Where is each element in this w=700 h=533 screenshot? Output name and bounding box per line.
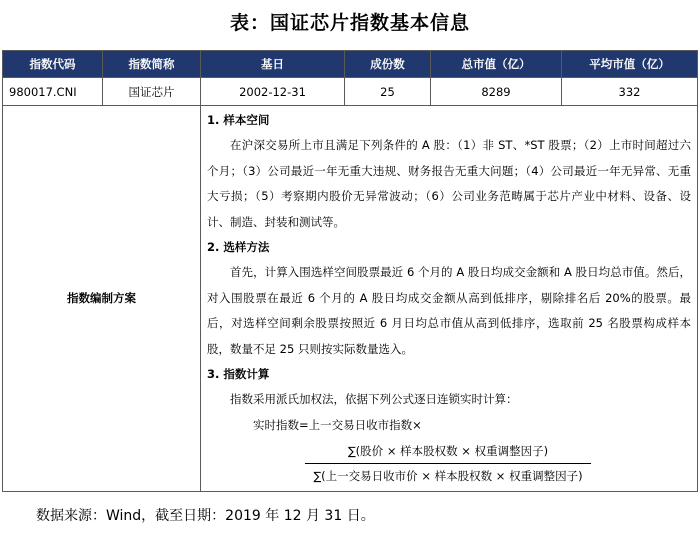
cell-index-code: 980017.CNI xyxy=(3,78,103,106)
section-text-calculation: 指数采用派氏加权法，依据下列公式逐日连锁实时计算： xyxy=(230,392,518,406)
section-title-calculation: 3. 指数计算 xyxy=(207,367,270,381)
data-source-note: 数据来源：Wind，截至日期：2019 年 12 月 31 日。 xyxy=(36,508,375,524)
section-title-selection: 2. 选样方法 xyxy=(207,240,270,254)
page-title: 表：国证芯片指数基本信息 xyxy=(229,12,470,34)
table-header-row xyxy=(3,51,698,78)
header-total-mktcap: 总市值（亿） xyxy=(431,51,562,78)
section-text-sample-space: 在沪深交易所上市且满足下列条件的 A 股：（1）非 ST、*ST 股票；（2）上市时间超过六个月；（3）公司最近一年无重大违规、财务报告无重大问题；（4）公司最近一年无异常、无重大亏损；（5）考察期内股价无异常波动；（6）公司业务范畴属于芯片产业中材料、设备、设计、制造、封装和测试等。 xyxy=(207,138,691,229)
scheme-row xyxy=(3,106,698,492)
header-avg-mktcap: 平均市值（亿） xyxy=(562,51,698,78)
cell-base-date: 2002-12-31 xyxy=(201,78,345,106)
table-row xyxy=(3,78,698,106)
formula-fraction xyxy=(305,440,591,487)
header-constituents: 成份数 xyxy=(345,51,431,78)
scheme-label: 指数编制方案 xyxy=(3,106,201,492)
cell-total-mktcap: 8289 xyxy=(431,78,562,106)
cell-constituents: 25 xyxy=(345,78,431,106)
formula-numerator: ∑(股价 × 样本股权数 × 权重调整因子) xyxy=(305,440,591,464)
index-info-table xyxy=(2,50,698,492)
cell-index-abbr: 国证芯片 xyxy=(103,78,201,106)
formula-denominator: ∑(上一交易日收市价 × 样本股权数 × 权重调整因子) xyxy=(313,468,583,483)
cell-avg-mktcap: 332 xyxy=(562,78,698,106)
scheme-body xyxy=(201,106,698,492)
header-base-date: 基日 xyxy=(201,51,345,78)
section-text-selection: 首先，计算入围选样空间股票最近 6 个月的 A 股日均成交金额和 A 股日均总市值。然后，对入围股票在最近 6 个月的 A 股日均成交金额从高到低排序，剔除排名后 20%的股票。最后，对选样空间剩余股票按照近 6 月日均总市值从高到低排序，选取前 25 名股票构成样本股，数量不足 25 只则按实际数量选入。 xyxy=(207,265,691,356)
header-index-abbr: 指数简称 xyxy=(103,51,201,78)
formula-lhs: 实时指数=上一交易日收市指数× xyxy=(253,417,422,432)
header-index-code: 指数代码 xyxy=(3,51,103,78)
section-title-sample-space: 1. 样本空间 xyxy=(207,113,270,127)
